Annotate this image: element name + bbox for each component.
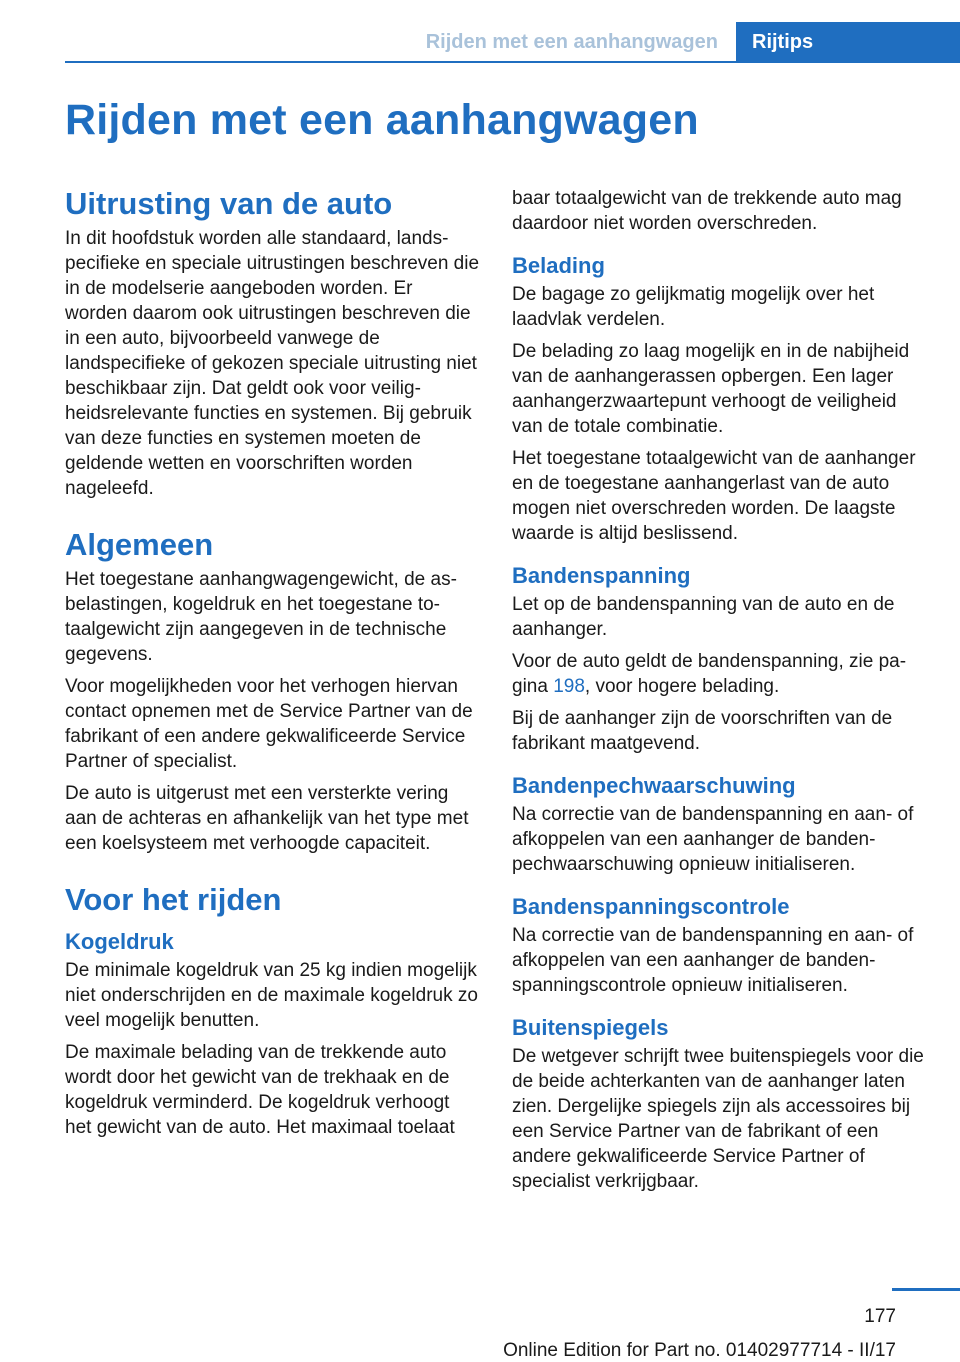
subsection-title-tire-pressure: Bandenspanning bbox=[512, 563, 691, 588]
paragraph: De belading zo laag mogelijk en in de nabijheid van de aanhangerassen opbergen. Een lager aanhangerzwaartepunt verhoogt de veiligheid van de totale combinatie. bbox=[512, 341, 910, 437]
paragraph: Het toegestane totaalgewicht van de aanhanger en de toegestane aanhangerlast van de auto mogen niet overschreden worden. De laagste waarde is altijd beslissend. bbox=[512, 448, 916, 544]
text-fragment: , voor hogere belading. bbox=[584, 676, 780, 697]
edition-note: Online Edition for Part no. 01402977714 - II/17 bbox=[503, 1340, 896, 1361]
footer-rule bbox=[892, 1288, 960, 1291]
paragraph: Na correctie van de bandenspanning en aan- of afkoppelen van een aanhanger de bandenspanningscontrole opnieuw initialiseren. bbox=[512, 925, 914, 996]
left-column bbox=[65, 186, 480, 1147]
paragraph bbox=[512, 649, 927, 699]
header-rule bbox=[65, 61, 960, 63]
section-title-before-driving: Voor het rijden bbox=[65, 882, 282, 917]
paragraph: baar totaalgewicht van de trekkende auto mag daardoor niet worden overschreden. bbox=[512, 188, 902, 234]
section-title-general: Algemeen bbox=[65, 527, 214, 562]
paragraph: Bij de aanhanger zijn de voorschriften van de fabrikant maatgevend. bbox=[512, 708, 893, 754]
paragraph: Let op de bandenspanning van de auto en de aanhanger. bbox=[512, 594, 895, 640]
subsection-title-flat-tire-warning: Bandenpechwaarschuwing bbox=[512, 773, 796, 798]
section-title-equipment: Uitrusting van de auto bbox=[65, 186, 393, 221]
paragraph: De wetgever schrijft twee buitenspiegels voor die de beide achterkanten van de aanhanger laten zien. Dergelijke spiegels zijn als accessoires bij een Service Partner van de fabrikant of een andere gekwalificeerde Service Partner of specialist verkrijgbaar. bbox=[512, 1046, 924, 1192]
paragraph: De maximale belading van de trekkende auto wordt door het gewicht van de trekhaak en de kogeldruk verminderd. De kogeldruk verhoogt het gewicht van de auto. Het maximaal toelaat bbox=[65, 1042, 455, 1138]
page-title: Rijden met een aanhangwagen bbox=[65, 96, 699, 144]
subsection-title-tongue-load: Kogeldruk bbox=[65, 929, 174, 954]
page-reference-link[interactable]: 198 bbox=[553, 676, 585, 697]
subsection-title-loading: Belading bbox=[512, 253, 605, 278]
paragraph: In dit hoofdstuk worden alle standaard, landspecifieke en speciale uitrustingen beschreven die in de modelserie aangeboden worden. Er worden daarom ook uitrustingen beschreven die in een auto, bijvoorbeeld vanwege de landspecifieke of gekozen speciale uitrusting niet beschikbaar zijn. Dat geldt ook voor veiligheidsrelevante functies en systemen. Bij gebruik van deze functies en systemen moeten de geldende wetten en voorschriften worden nageleefd. bbox=[65, 228, 480, 499]
right-column bbox=[512, 186, 927, 1201]
text-fragment: Voor de auto geldt de bandenspanning, zie pagina bbox=[512, 651, 907, 697]
paragraph: De minimale kogeldruk van 25 kg indien mogelijk niet onderschrijden en de maximale kogeldruk zo veel mogelijk benutten. bbox=[65, 960, 478, 1031]
paragraph: Het toegestane aanhangwagengewicht, de asbelastingen, kogeldruk en het toegestane totaalgewicht zijn aangegeven in de technische gegevens. bbox=[65, 569, 457, 665]
page-number: 177 bbox=[864, 1306, 896, 1327]
subsection-title-tire-pressure-monitor: Bandenspanningscontrole bbox=[512, 894, 790, 919]
subsection-title-exterior-mirrors: Buitenspiegels bbox=[512, 1015, 669, 1040]
paragraph: Voor mogelijkheden voor het verhogen hiervan contact opnemen met de Service Partner van de fabrikant of een andere gekwalificeerde Service Partner of specialist. bbox=[65, 676, 473, 772]
paragraph: De bagage zo gelijkmatig mogelijk over het laadvlak verdelen. bbox=[512, 284, 875, 330]
header-section-title: Rijden met een aanhangwagen bbox=[425, 30, 718, 53]
paragraph: De auto is uitgerust met een versterkte vering aan de achteras en afhankelijk van het type met een koelsysteem met verhoogde capaciteit. bbox=[65, 783, 469, 854]
header-chapter-tab: Rijtips bbox=[736, 22, 960, 62]
page-header bbox=[426, 22, 960, 62]
paragraph: Na correctie van de bandenspanning en aan- of afkoppelen van een aanhanger de bandenpechwaarschuwing opnieuw initialiseren. bbox=[512, 804, 914, 875]
